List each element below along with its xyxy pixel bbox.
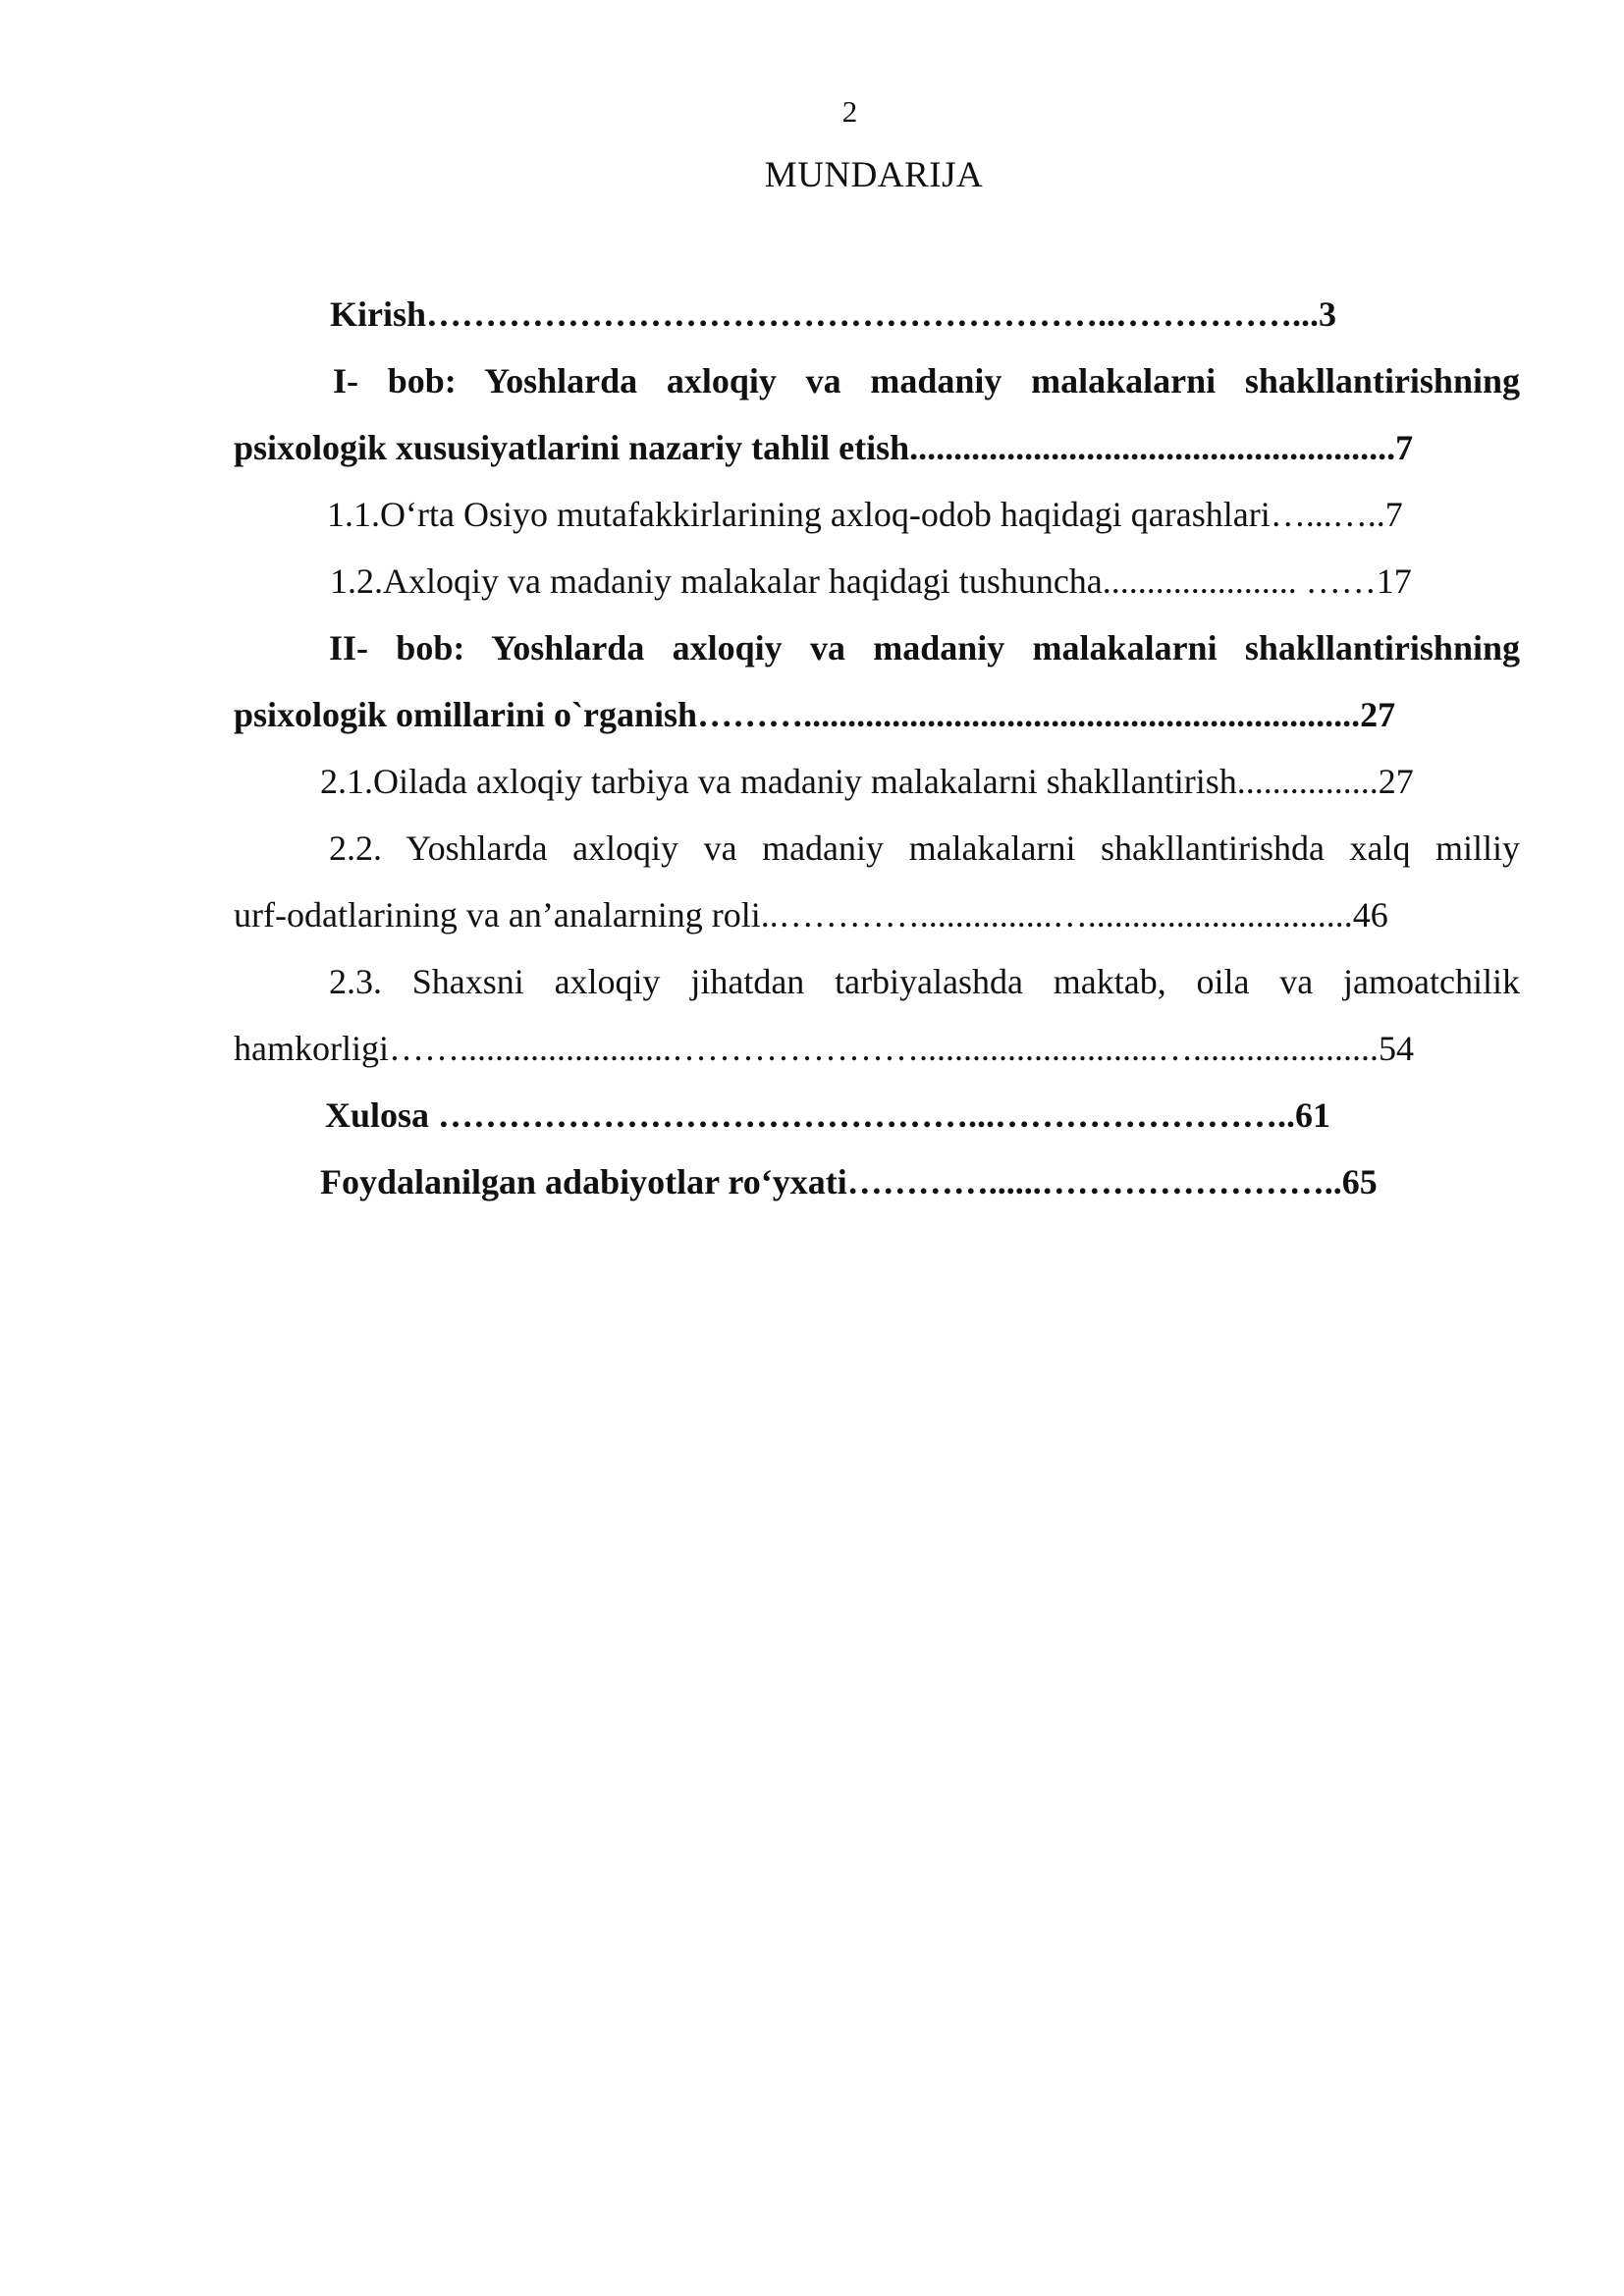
toc-entry-1-1: 1.1.O‘rta Osiyo mutafakkirlarining axloq-odob haqidagi qarashlari…...…..7 <box>327 495 1403 534</box>
toc-entry-chapter-1-line-2: psixologik xususiyatlarini nazariy tahlil etish.......................................................7 <box>234 428 1414 467</box>
toc-entry-xulosa: Xulosa ………………………………………...……………………..61 <box>325 1095 1331 1135</box>
toc-entry-chapter-2-line-1: II- bob: Yoshlarda axloqiy va madaniy malakalarni shakllantirishning <box>329 628 1520 667</box>
page-number: 2 <box>841 94 858 129</box>
toc-entry-2-2-line-2: urf-odatlarining va an’analarning roli..…………...............…..............................46 <box>234 895 1388 934</box>
toc-entry-references: Foydalanilgan adabiyotlar ro‘yxati…………......……………………..65 <box>320 1162 1378 1201</box>
toc-entry-2-1: 2.1.Oilada axloqiy tarbiya va madaniy malakalarni shakllantirish................27 <box>320 762 1414 801</box>
toc-entry-chapter-2-line-2: psixologik omillarini o`rganish………...............................................................27 <box>234 695 1396 734</box>
toc-entry-chapter-1-line-1: I- bob: Yoshlarda axloqiy va madaniy malakalarni shakllantirishning <box>333 361 1520 400</box>
toc-entry-2-3-line-1: 2.3. Shaxsni axloqiy jihatdan tarbiyalashda maktab, oila va jamoatchilik <box>329 962 1520 1001</box>
toc-entry-1-2: 1.2.Axloqiy va madaniy malakalar haqidagi tushuncha...................... ……17 <box>330 561 1412 601</box>
toc-entry-kirish: Kirish…………………………………………………..……………...3 <box>330 294 1337 334</box>
document-title: MUNDARIJA <box>764 155 984 195</box>
toc-entry-2-2-line-1: 2.2. Yoshlarda axloqiy va madaniy malakalarni shakllantirishda xalq milliy <box>329 828 1520 868</box>
table-of-contents <box>234 281 1520 1215</box>
toc-entry-2-3-line-2: hamkorligi……........................…………………...........................….....................54 <box>234 1029 1414 1068</box>
